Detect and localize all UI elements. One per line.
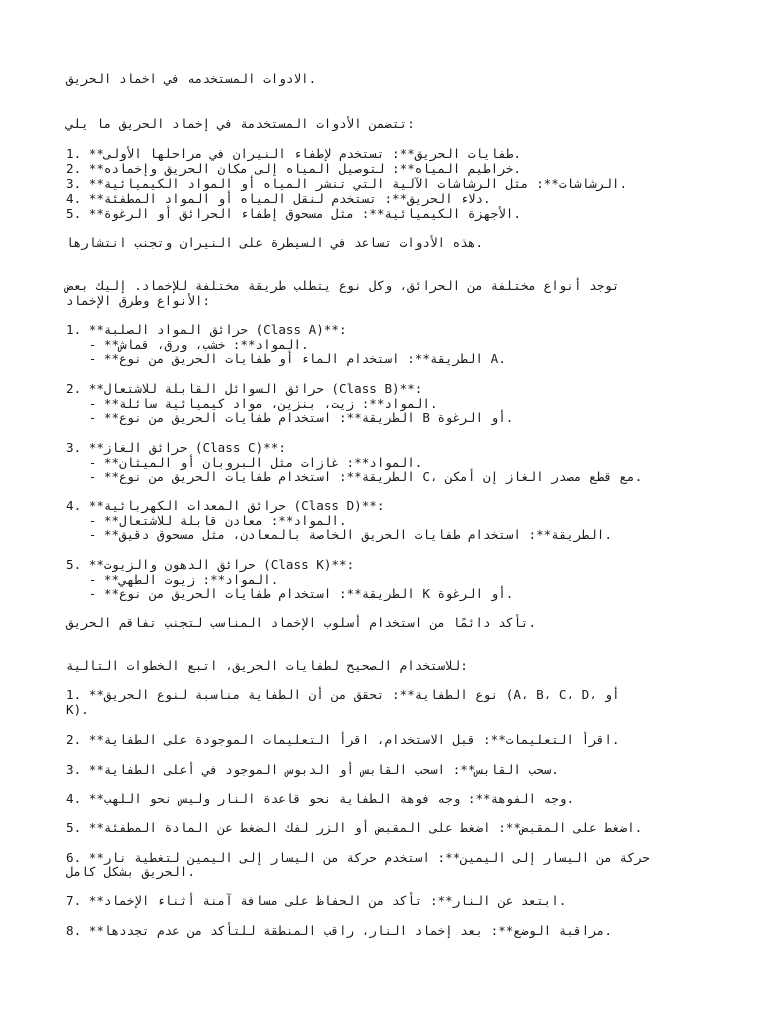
fire-type-detail: - **المواد**: خشب، ورق، قماش.: [66, 337, 309, 352]
step-item: 4. **وجه الفوهة**: وجه فوهة الطفاية نحو قاعدة النار وليس نحو اللهب.: [66, 791, 575, 806]
fire-types-intro: الأنواع وطرق الإخماد:: [66, 293, 211, 308]
fire-types-conclusion: تأكد دائمًا من استخدام أسلوب الإخماد المناسب لتجنب تفاقم الحريق.: [66, 615, 537, 630]
extinguisher-steps-intro: للاستخدام الصحيح لطفايات الحريق، اتبع الخطوات التالية:: [66, 658, 468, 673]
tool-item: 2. **خراطيم المياه**: لتوصيل المياه إلى مكان الحريق وإخماده.: [66, 161, 521, 176]
tool-item: 5. **الأجهزة الكيميائية**: مثل مسحوق إطفاء الحرائق أو الرغوة.: [66, 206, 521, 221]
step-item: 7. **ابتعد عن النار**: تأكد من الحفاظ على مسافة آمنة أثناء الإخماد.: [66, 893, 567, 908]
step-item: الحريق بشكل كامل.: [66, 864, 195, 879]
step-item: 6. **حركة من اليسار إلى اليمين**: استخدم حركة من اليسار إلى اليمين لتغطية نار: [66, 850, 650, 865]
fire-type-heading: 1. **حرائق المواد الصلبة (Class A)**:: [66, 322, 347, 337]
fire-type-detail: - **الطريقة**: استخدام طفايات الحريق الخاصة بالمعادن، مثل مسحوق دقيق.: [66, 527, 612, 542]
fire-type-detail: - **الطريقة**: استخدام طفايات الحريق من نوع B أو الرغوة.: [66, 410, 514, 425]
step-item: 5. **اضغط على المقبض**: اضغط على المقبض أو الزر لفك الضغط عن المادة المطفئة.: [66, 820, 643, 835]
fire-type-heading: 4. **حرائق المعدات الكهربائية (Class D)**:: [66, 498, 385, 513]
tool-item: 1. **طفايات الحريق**: تستخدم لإطفاء النيران في مراحلها الأولى.: [66, 146, 521, 161]
tool-item: 3. **الرشاشات**: مثل الرشاشات الآلية التي تنشر المياه أو المواد الكيميائية.: [66, 176, 628, 191]
step-item: 3. **سحب القابس**: اسحب القابس أو الدبوس الموجود في أعلى الطفاية.: [66, 762, 559, 777]
fire-type-detail: - **المواد**: معادن قابلة للاشتعال.: [66, 513, 347, 528]
fire-type-heading: 5. **حرائق الدهون والزيوت (Class K)**:: [66, 557, 355, 572]
fire-type-heading: 2. **حرائق السوائل القابلة للاشتعال (Class B)**:: [66, 381, 423, 396]
step-item: K).: [66, 702, 89, 717]
fire-type-detail: - **المواد**: زيوت الطهي.: [66, 572, 279, 587]
fire-type-detail: - **الطريقة**: استخدام الماء أو طفايات الحريق من نوع A.: [66, 351, 506, 366]
step-item: 8. **مراقبة الوضع**: بعد إخماد النار، راقب المنطقة للتأكد من عدم تجددها.: [66, 923, 612, 938]
fire-types-intro: توجد أنواع مختلفة من الحرائق، وكل نوع يتطلب طريقة مختلفة للإخماد. إليك بعض: [66, 278, 620, 293]
document-title: الادوات المستخدمه في اخماد الحريق.: [66, 71, 317, 86]
fire-type-detail: - **الطريقة**: استخدام طفايات الحريق من نوع C، مع قطع مصدر الغاز إن أمكن.: [66, 469, 643, 484]
fire-type-heading: 3. **حرائق الغاز (Class C)**:: [66, 440, 286, 455]
step-item: 2. **اقرأ التعليمات**: قبل الاستخدام، اقرأ التعليمات الموجودة على الطفاية.: [66, 732, 620, 747]
tools-conclusion: هذه الأدوات تساعد في السيطرة على النيران وتجنب انتشارها.: [66, 235, 484, 250]
tool-item: 4. **دلاء الحريق**: تستخدم لنقل المياه أو المواد المطفئة.: [66, 191, 491, 206]
tools-intro: تتضمن الأدوات المستخدمة في إخماد الحريق ما يلي:: [66, 116, 415, 131]
step-item: 1. **نوع الطفاية**: تحقق من أن الطفاية مناسبة لنوع الحريق (A، B، C، D، أو: [66, 687, 620, 702]
fire-type-detail: - **المواد**: زيت، بنزين، مواد كيميائية سائلة.: [66, 396, 438, 411]
fire-type-detail: - **الطريقة**: استخدام طفايات الحريق من نوع K أو الرغوة.: [66, 586, 514, 601]
fire-type-detail: - **المواد**: غازات مثل البروبان أو الميثان.: [66, 455, 423, 470]
